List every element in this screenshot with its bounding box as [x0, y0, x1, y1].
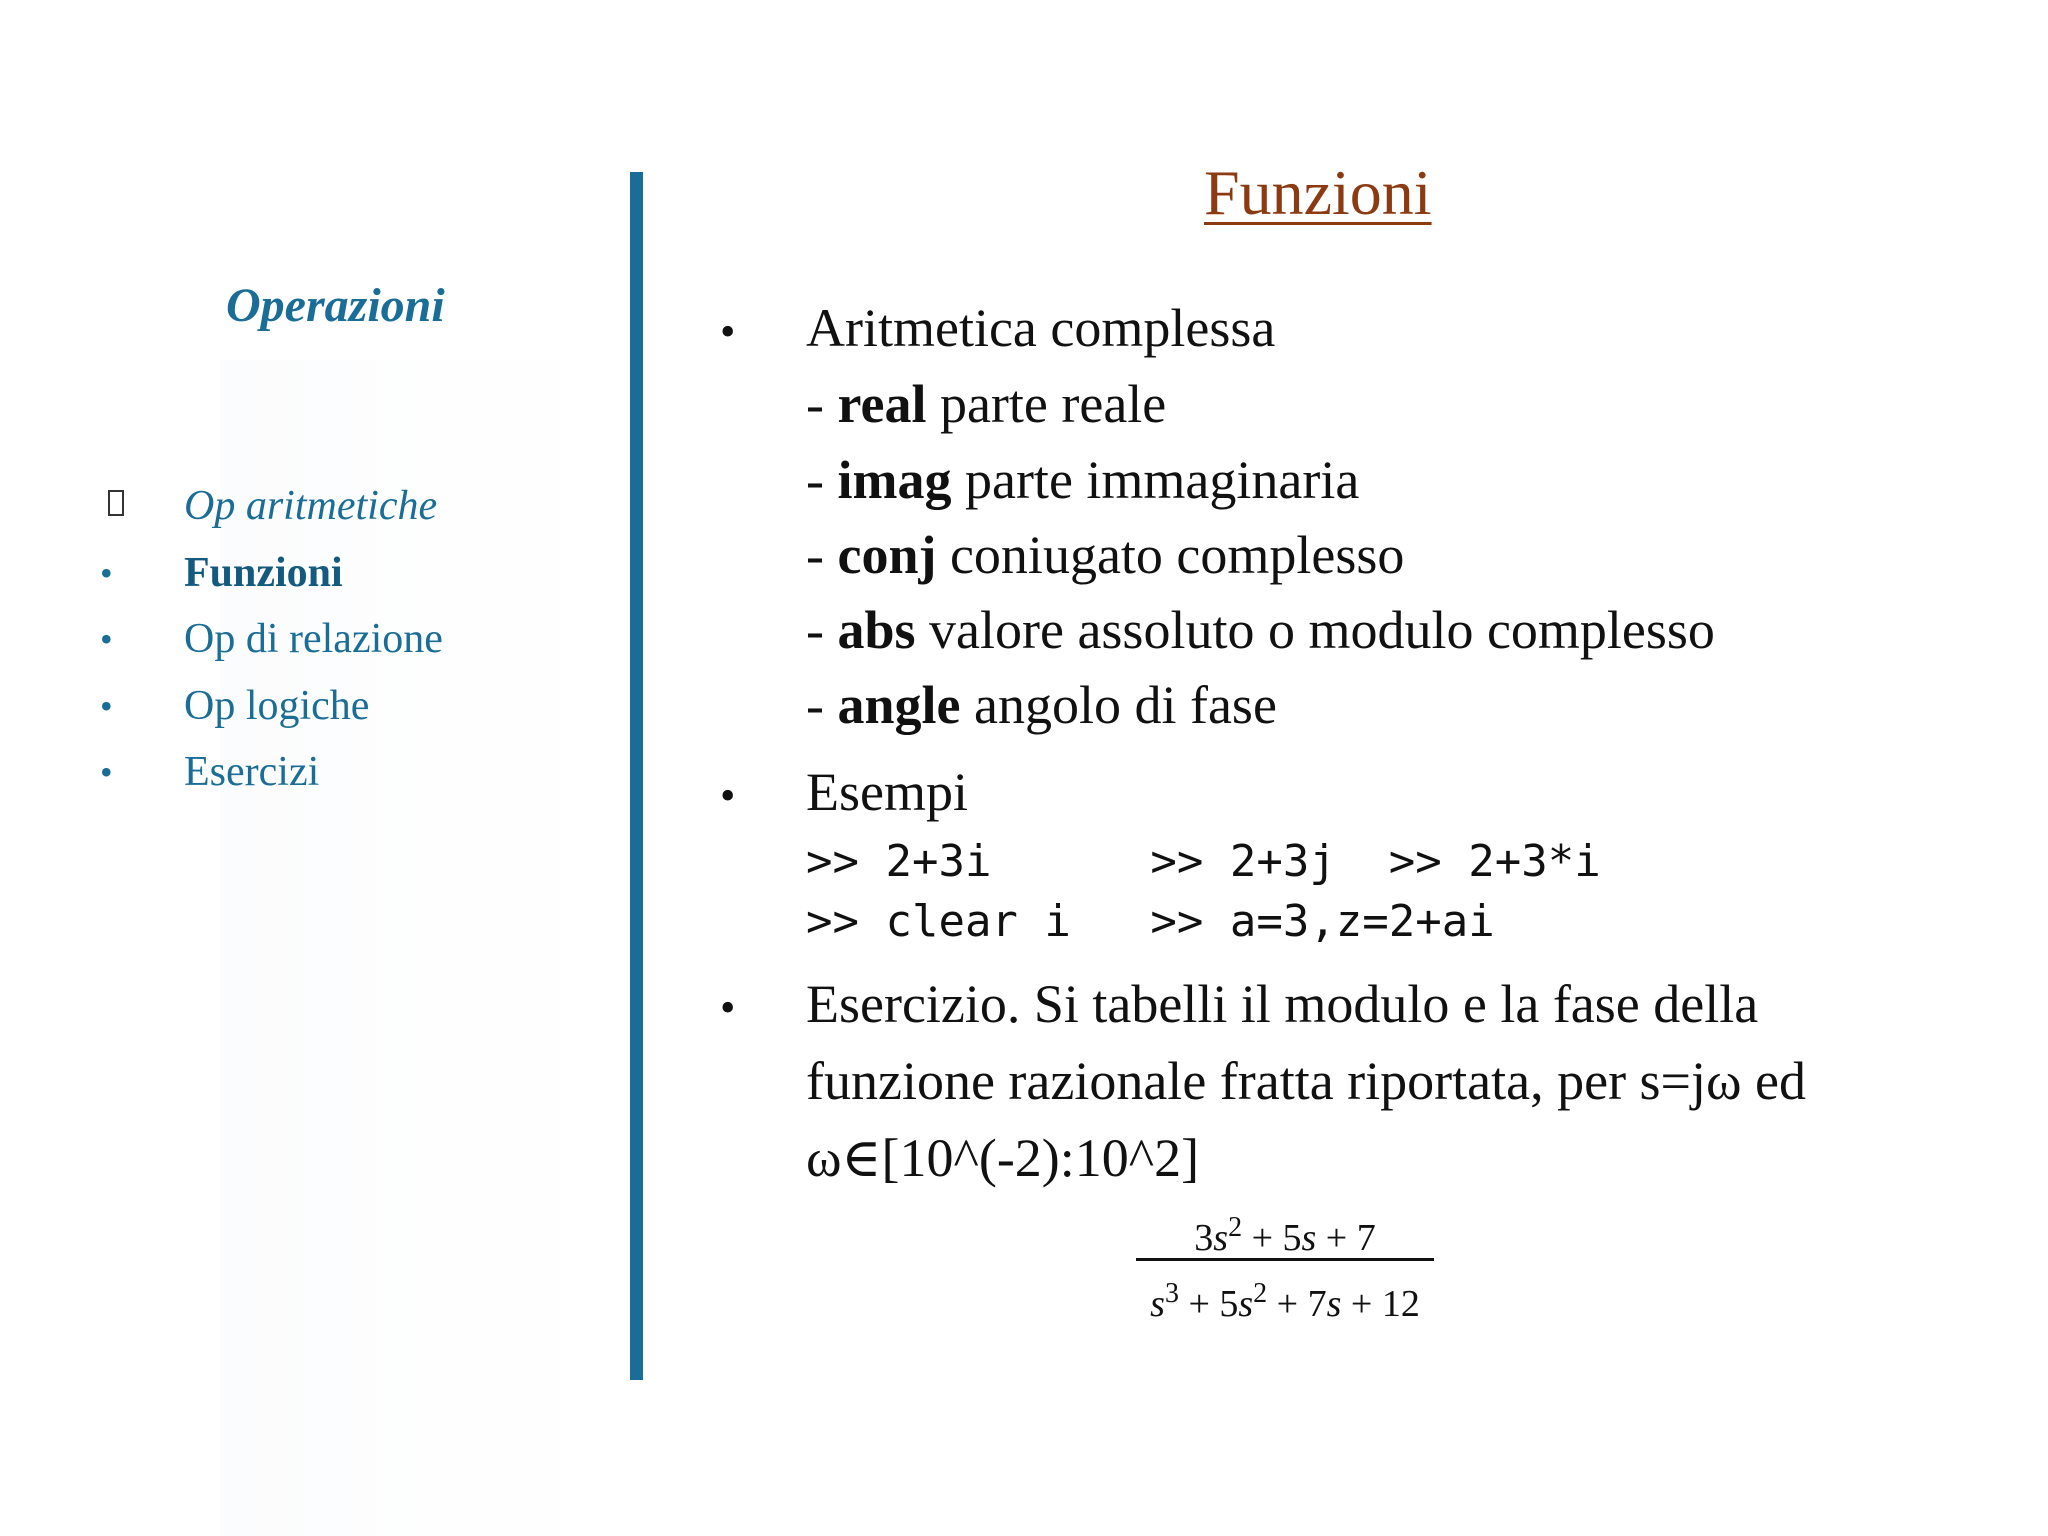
exercise-text: funzione razionale fratta riportata, per s=jω ed: [806, 1051, 1807, 1111]
code-example: >> 2+3i >> 2+3j >> 2+3*i: [806, 836, 1601, 887]
function-description: parte immaginaria: [951, 450, 1360, 510]
function-item-angle: [806, 673, 1277, 737]
formula-denominator: $s^3 + 5s^2 + 7s + 12$: [1150, 1278, 1420, 1325]
item-prefix: -: [806, 374, 838, 434]
bullet-icon: •: [720, 983, 736, 1032]
function-item-abs: [806, 598, 1715, 662]
nav-item-label: Op logiche: [184, 682, 370, 729]
formula-numerator: $3s^2 + 5s + 7$: [1194, 1212, 1376, 1259]
bullet-heading: Aritmetica complessa: [806, 298, 1276, 358]
code-example: >> clear i >> a=3,z=2+ai: [806, 896, 1495, 947]
nav-item-label: Funzioni: [184, 549, 343, 596]
bullet-icon: •: [100, 552, 113, 593]
function-description: valore assoluto o modulo complesso: [915, 600, 1715, 660]
checkbox-icon: [108, 490, 124, 516]
function-description: coniugato complesso: [936, 525, 1405, 585]
bullet-icon: •: [100, 752, 113, 792]
page-title: Funzioni: [1204, 157, 1432, 228]
function-keyword: real: [837, 374, 927, 434]
exercise-text: ω∈[10^(-2):10^2]: [806, 1128, 1200, 1188]
function-keyword: imag: [837, 450, 952, 510]
rational-function-formula: [1130, 1200, 1440, 1325]
nav-item-label: Esercizi: [184, 749, 320, 795]
function-item-imag: [806, 448, 1359, 512]
function-description: parte reale: [926, 374, 1167, 434]
function-item-conj: [806, 523, 1404, 587]
item-prefix: -: [806, 600, 838, 660]
function-keyword: abs: [837, 600, 916, 660]
function-keyword: angle: [837, 675, 961, 735]
nav-item-label: Op di relazione: [184, 616, 443, 662]
item-prefix: -: [806, 450, 838, 510]
function-keyword: conj: [837, 525, 937, 585]
sidebar-panel: [220, 360, 620, 1536]
function-description: angolo di fase: [960, 675, 1277, 735]
exercise-text: Esercizio. Si tabelli il modulo e la fase della: [806, 974, 1759, 1034]
bullet-heading: Esempi: [806, 762, 968, 822]
nav-item-label: Op aritmetiche: [184, 483, 438, 529]
bullet-icon: •: [100, 619, 113, 659]
vertical-divider: [630, 172, 643, 1380]
bullet-icon: •: [100, 685, 113, 726]
function-item-real: [806, 372, 1166, 436]
bullet-icon: •: [720, 771, 736, 820]
item-prefix: -: [806, 675, 838, 735]
bullet-icon: •: [720, 307, 736, 356]
section-title: Operazioni: [226, 279, 445, 332]
item-prefix: -: [806, 525, 838, 585]
